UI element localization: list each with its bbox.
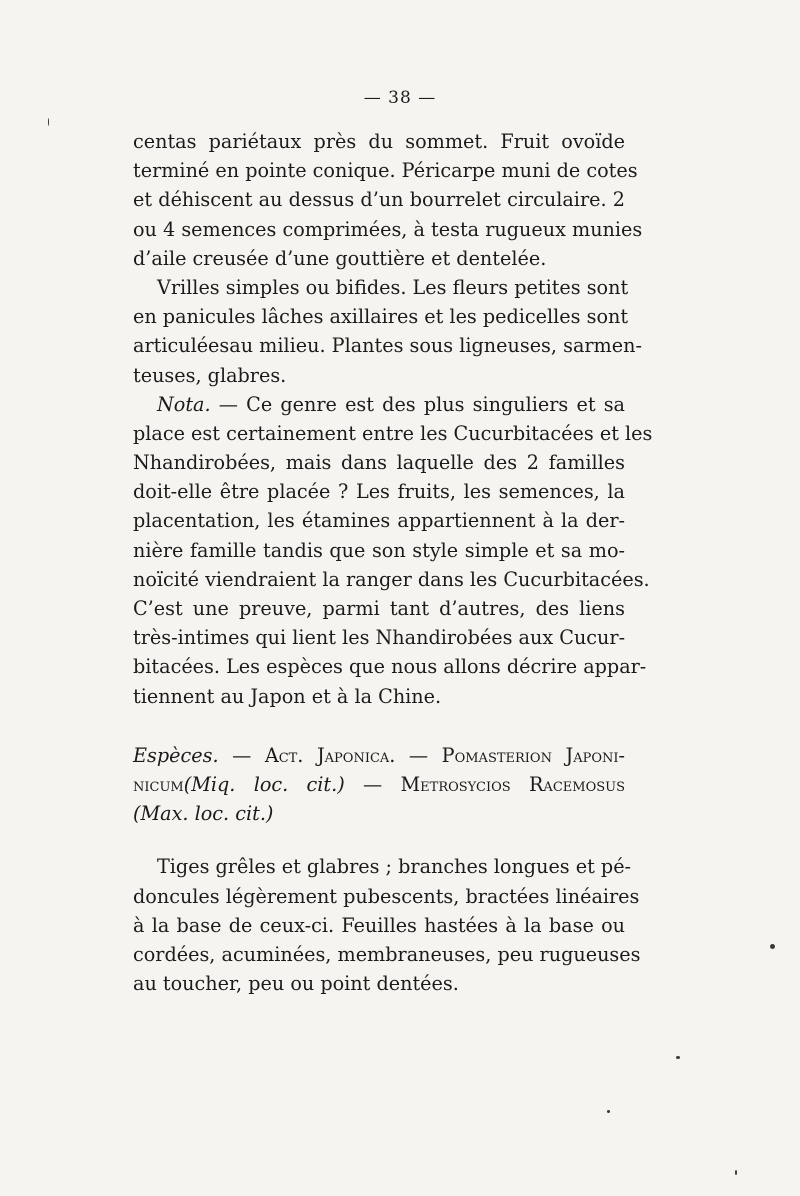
text-line: cordées, acuminées, membraneuses, peu rugueuses <box>133 942 641 966</box>
page-number: — 38 — <box>363 88 437 108</box>
text-line: en panicules lâches axillaires et les pedicelles sont <box>133 305 629 329</box>
text-line: articuléesau milieu. Plantes sous ligneuses, sarmen- <box>133 334 642 358</box>
text-line: au toucher, peu ou point dentées. <box>133 972 459 996</box>
text-line <box>133 799 625 828</box>
text-line <box>133 390 625 419</box>
text-line: ou 4 semences comprimées, à testa rugueux munies <box>133 217 643 241</box>
text-line: tiennent au Japon et à la Chine. <box>133 684 442 708</box>
text-line: très-intimes qui lient les Nhandirobées aux Cucur- <box>133 626 626 650</box>
text-line: place est certainement entre les Cucurbitacées et les <box>133 421 653 445</box>
section-gap <box>133 711 625 741</box>
text-line: teuses, glabres. <box>133 363 287 387</box>
speck <box>770 944 775 949</box>
species-name-part: nicum <box>133 772 184 796</box>
text-line: placentation, les étamines appartiennent à la der- <box>133 509 625 533</box>
text-line: et déhiscent au dessus d’un bourrelet circulaire. 2 <box>133 188 625 212</box>
speck <box>735 1170 737 1175</box>
text-line: centas pariétaux près du sommet. Fruit ovoïde <box>133 130 625 153</box>
text-line: nière famille tandis que son style simple et sa mo- <box>133 538 625 562</box>
text-line: Tiges grêles et glabres ; branches longues et pé- <box>157 855 632 879</box>
main-text <box>133 127 653 998</box>
species-names: — Act. Japonica. — Pomasterion Japoni- <box>218 743 625 767</box>
section-gap <box>133 828 625 852</box>
paragraph-nota <box>133 390 653 711</box>
species-synonym: — Metrosycios Racemosus <box>344 772 625 796</box>
paragraph-vrilles <box>133 273 642 390</box>
text-line: noïcité viendraient la ranger dans les Cucurbitacées. <box>133 567 650 591</box>
text-line <box>133 770 625 799</box>
paragraph-species <box>133 741 625 829</box>
text-line: C’est une preuve, parmi tant d’autres, des liens <box>133 597 625 620</box>
text-line: terminé en pointe conique. Péricarpe muni de cotes <box>133 159 638 183</box>
species-citation: (Miq. loc. cit.) <box>183 772 345 796</box>
nota-label: Nota. <box>157 392 211 416</box>
text-line <box>133 741 625 770</box>
paragraph-tiges <box>133 852 641 998</box>
speck <box>676 1056 680 1059</box>
text-line: Nhandirobées, mais dans laquelle des 2 familles <box>133 451 625 475</box>
speck <box>48 118 49 126</box>
text-line: d’aile creusée d’une gouttière et dentelée. <box>133 246 547 270</box>
nota-text: — Ce genre est des plus singuliers et sa <box>210 392 625 416</box>
text-line: à la base de ceux-ci. Feuilles hastées à la base ou <box>133 913 625 937</box>
text-line: doit-elle être placée ? Les fruits, les semences, la <box>133 480 625 504</box>
text-line: bitacées. Les espèces que nous allons décrire appar- <box>133 655 647 679</box>
species-label: Espèces. <box>133 743 219 767</box>
speck <box>607 1110 610 1113</box>
paragraph-fruit-description <box>133 127 643 273</box>
text-line: Vrilles simples ou bifides. Les fleurs petites sont <box>157 275 629 299</box>
text-line: doncules légèrement pubescents, bractées linéaires <box>133 884 640 908</box>
species-citation: (Max. loc. cit.) <box>133 802 274 826</box>
